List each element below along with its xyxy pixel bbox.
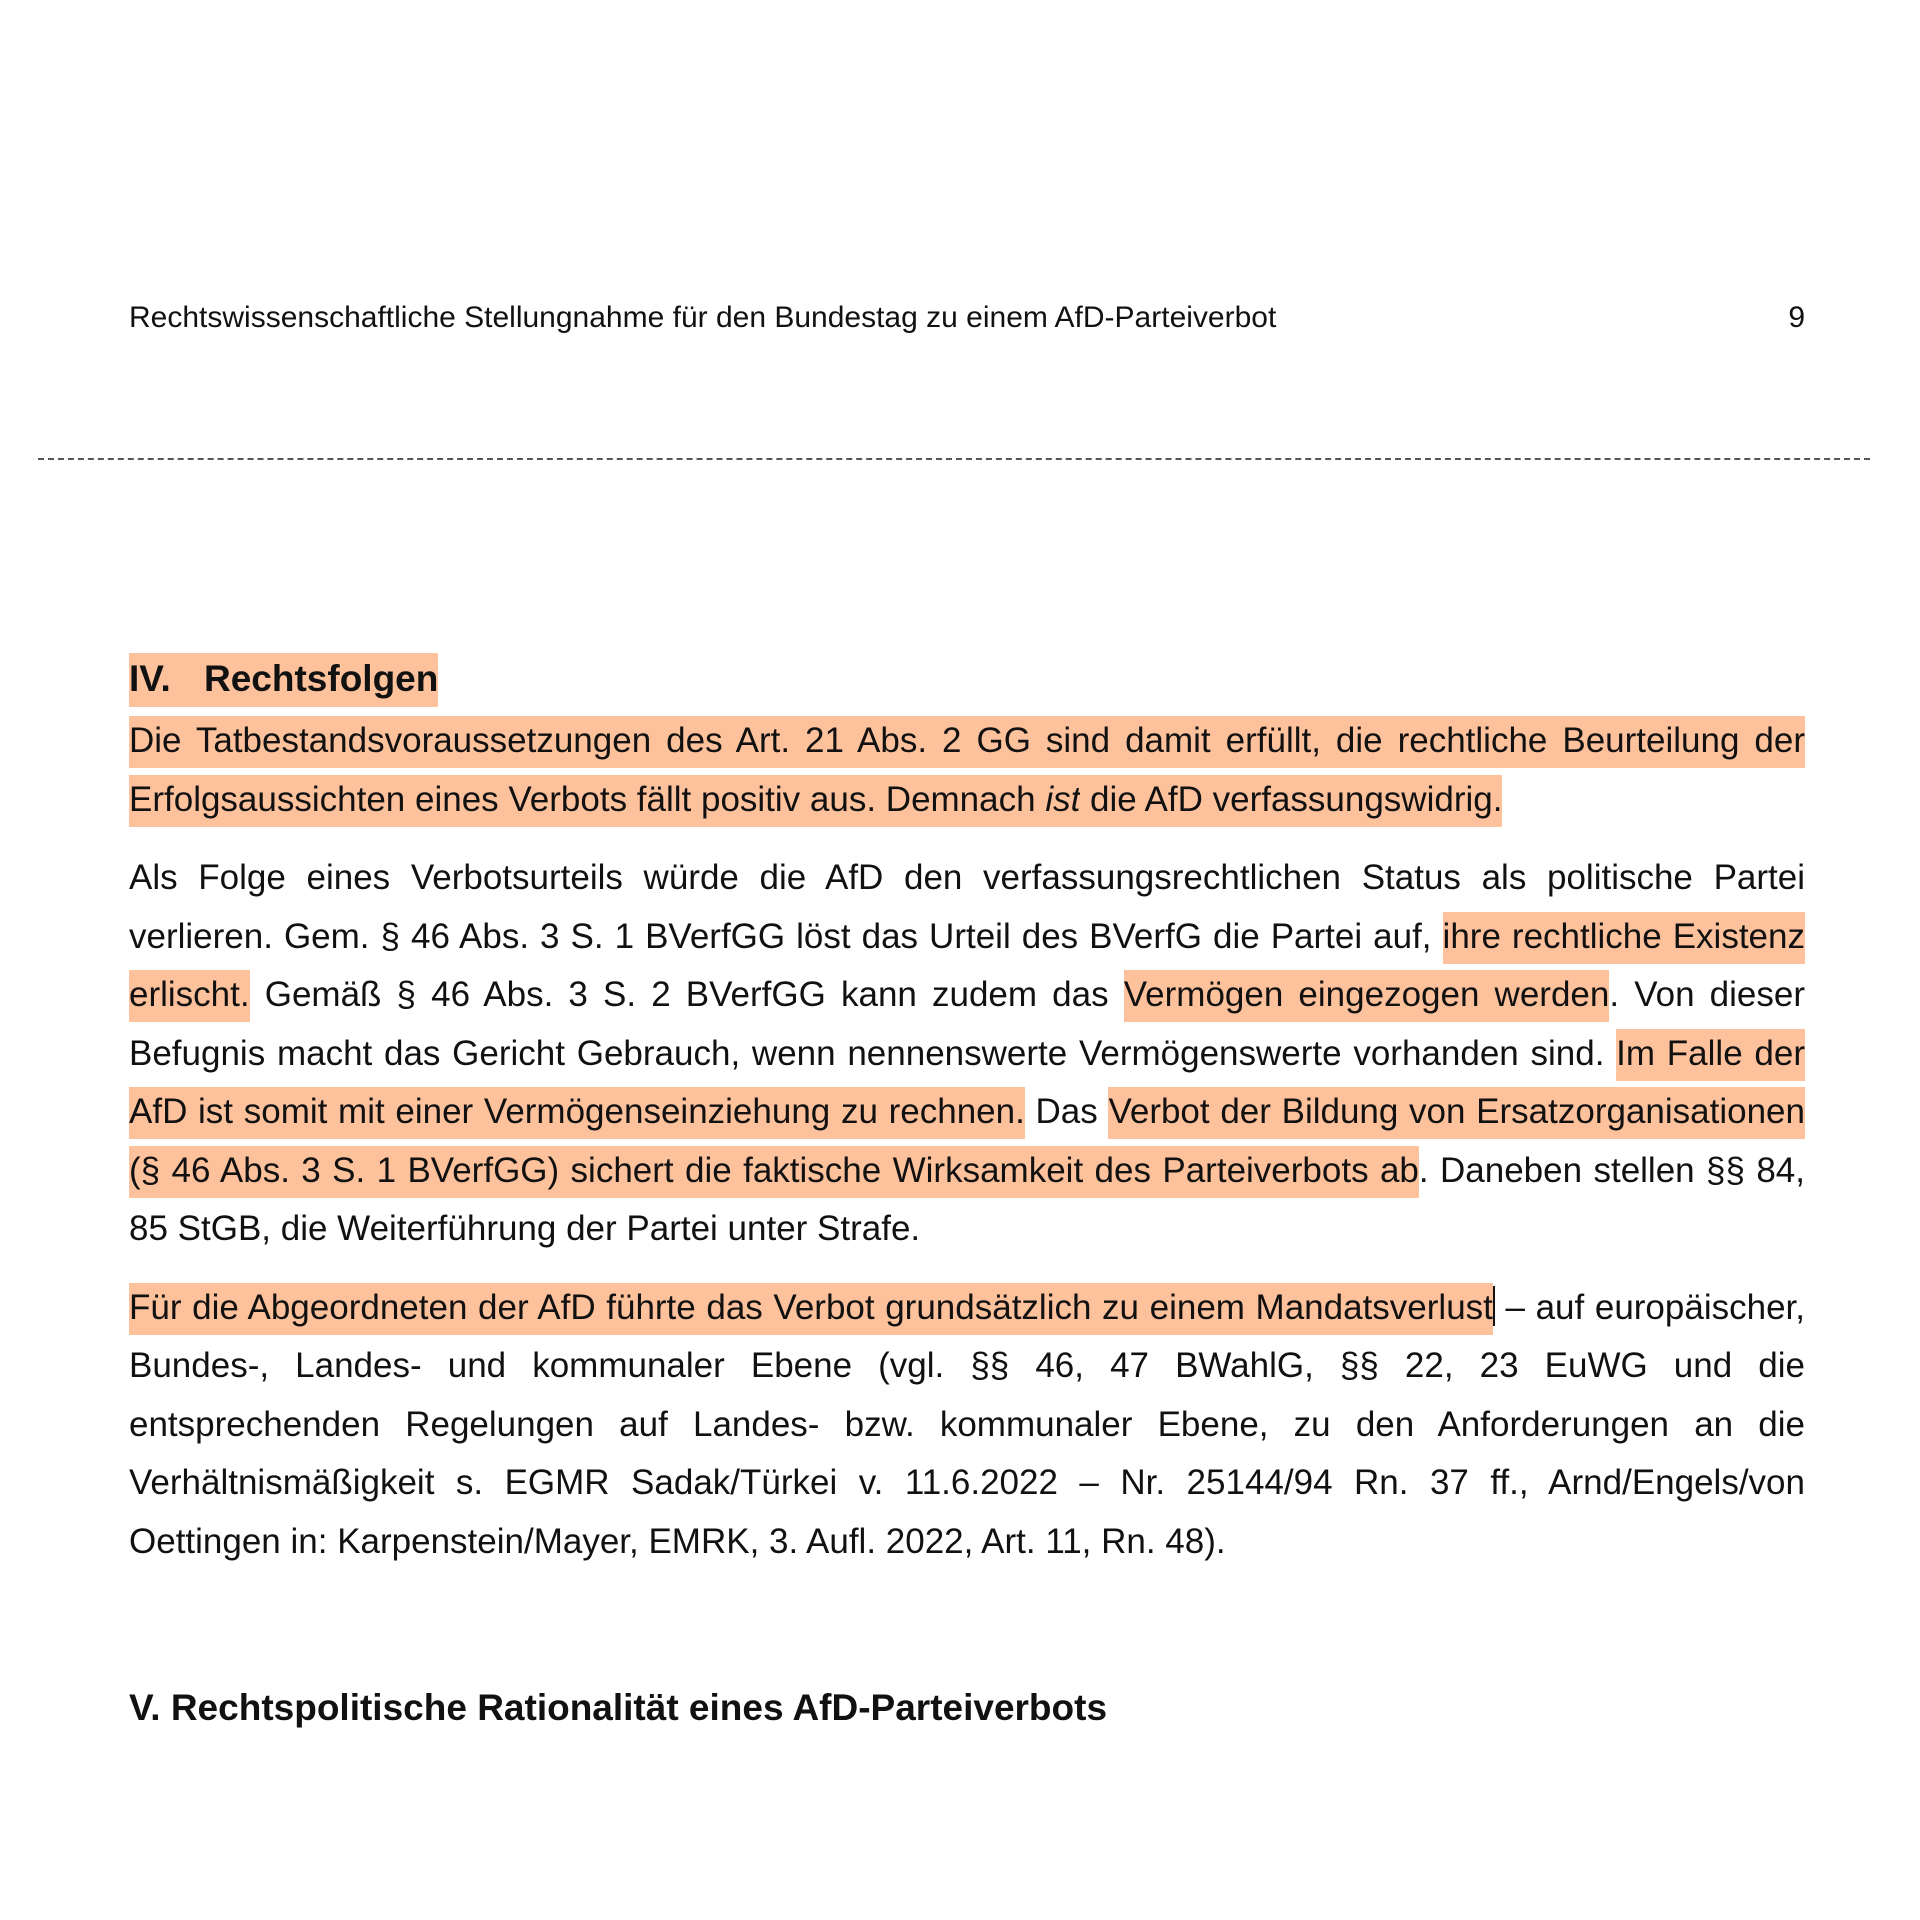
highlighted-text: Verbot der Bildung von Ersatzorganisationen (§ 46 Abs. 3 S. 1 BVerfGG) sichert die faktische Wirksamkeit des Parteiverbots ab (129, 1087, 1805, 1198)
highlighted-text: die AfD verfassungswidrig. (1080, 775, 1502, 827)
text-segment: Das (1024, 1092, 1109, 1131)
text-segment: – auf europäischer, Bundes-, Landes- und kommunaler Ebene (vgl. §§ 46, 47 BWahlG, §§ 22, 23 EuWG und die entsprechenden Regelungen auf Landes- bzw. kommunaler Ebene, zu den Anforderungen an die Verhältnismäßigkeit s. EGMR Sadak/Türkei v. 11.6.2022 – Nr. 25144/94 Rn. 37 ff., Arnd/Engels/von Oettingen in: Karpenstein/Mayer, EMRK, 3. Aufl. 2022, Art. 11, Rn. 48). (129, 1287, 1805, 1561)
highlighted-text: ist (1045, 775, 1080, 827)
section-heading (129, 650, 1805, 708)
highlighted-text: Im Falle der AfD ist somit mit einer Vermögenseinziehung zu rechnen. (129, 1029, 1805, 1140)
text-segment: . Von dieser Befugnis macht das Gericht Gebrauch, wenn nennenswerte Vermögenswerte vorhanden sind. (129, 975, 1806, 1073)
section-title: Rechtsfolgen (204, 658, 439, 699)
page-number: 9 (1788, 301, 1805, 334)
next-section-heading-clipped (129, 1686, 1129, 1728)
section-number: IV. (129, 658, 171, 699)
text-segment: Gemäß § 46 Abs. 3 S. 2 BVerfGG kann zudem das (249, 975, 1124, 1014)
highlighted-text: ihre rechtliche Existenz erlischt. (129, 912, 1805, 1023)
document-body (129, 650, 1805, 1591)
highlighted-text: Vermögen eingezogen werden (1124, 970, 1610, 1022)
text-segment: . Daneben stellen §§ 84, 85 StGB, die Weiterführung der Partei unter Strafe. (129, 1150, 1805, 1248)
next-section-heading: V. Rechtspolitische Rationalität eines AfD-Parteiverbots (129, 1687, 1108, 1728)
paragraph-consequences (129, 849, 1805, 1259)
running-header-title: Rechtswissenschaftliche Stellungnahme für den Bundestag zu einem AfD-Parteiverbot (129, 301, 1277, 334)
highlighted-text: Für die Abgeordneten der AfD führte das Verbot grundsätzlich zu einem Mandatsverlust (129, 1283, 1493, 1335)
highlighted-text: Die Tatbestandsvoraussetzungen des Art. 21 Abs. 2 GG sind damit erfüllt, die rechtliche Beurteilung der Erfolgsaussichten eines Verbots fällt positiv aus. Demnach (129, 716, 1805, 827)
text-segment: Als Folge eines Verbotsurteils würde die AfD den verfassungsrechtlichen Status als politische Partei verlieren. Gem. § 46 Abs. 3 S. 1 BVerfGG löst das Urteil des BVerfG die Partei auf, (129, 858, 1805, 956)
paragraph-mandate-loss (129, 1279, 1805, 1572)
page-break-divider (38, 458, 1870, 460)
paragraph-conclusion (129, 712, 1805, 829)
section-heading-highlight (129, 653, 438, 707)
running-header (129, 298, 1805, 338)
